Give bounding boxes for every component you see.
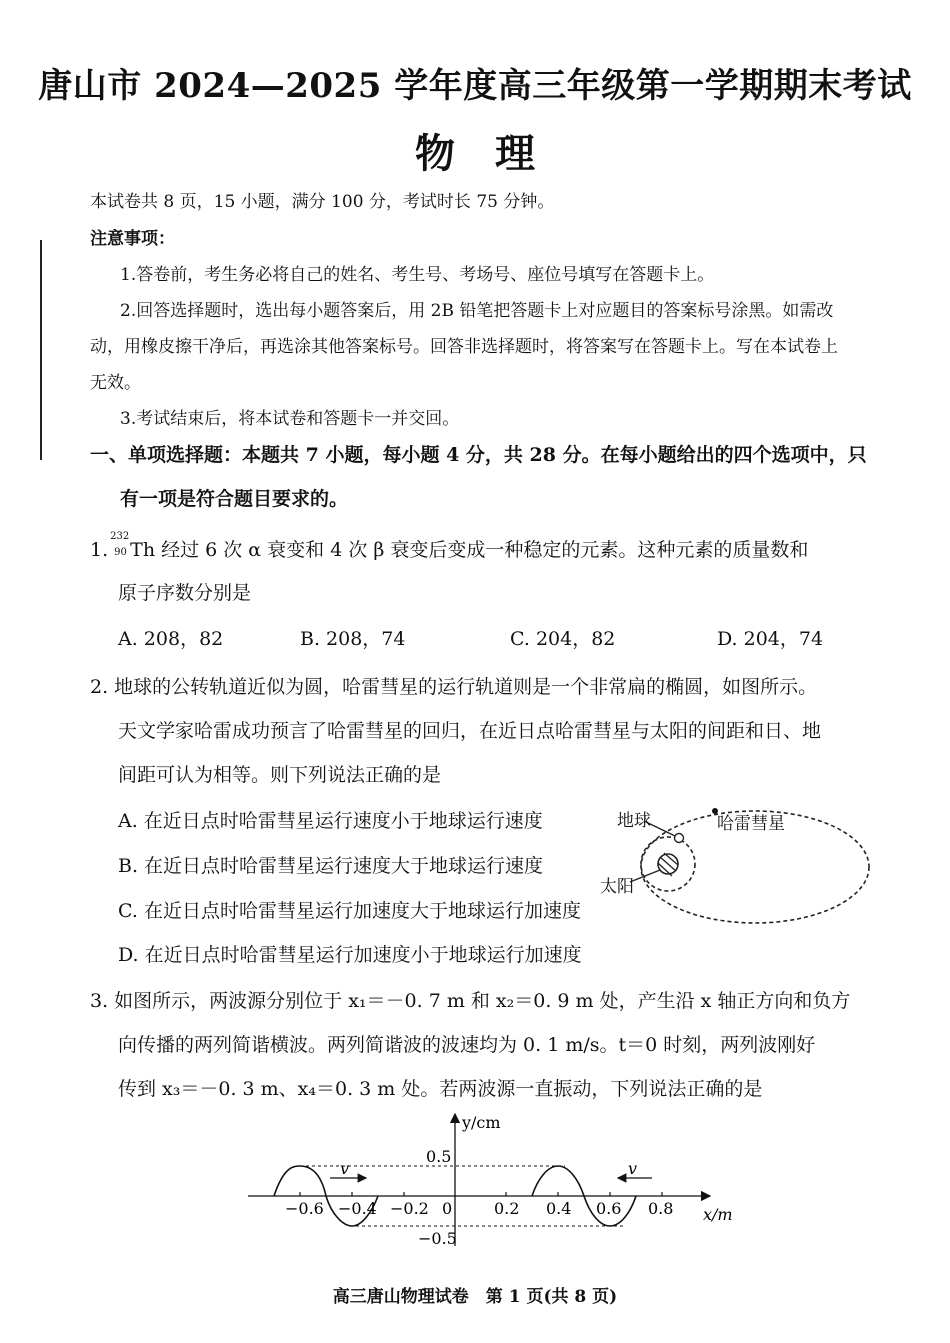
nuclide-numbers <box>108 531 130 558</box>
q1-option-c: C. 204，82 <box>510 628 616 650</box>
question-1-number: 1. <box>90 539 109 561</box>
label-sun: 太阳 <box>600 877 634 897</box>
question-2-line-3: 间距可认为相等。则下列说法正确的是 <box>118 764 442 786</box>
subject-title: 物理 <box>415 130 575 177</box>
q2-option-a: A. 在近日点时哈雷彗星运行速度小于地球运行速度 <box>118 810 543 832</box>
orbit-diagram <box>600 795 880 935</box>
x-tick: −0.6 <box>285 1199 324 1218</box>
x-tick: 0.6 <box>596 1199 622 1218</box>
exam-intro: 本试卷共 8 页，15 小题，满分 100 分，考试时长 75 分钟。 <box>90 192 555 212</box>
label-earth: 地球 <box>617 811 651 831</box>
wave-graph <box>240 1108 760 1250</box>
q1-option-b: B. 208，74 <box>300 628 406 650</box>
q1-option-a: A. 208，82 <box>118 628 224 650</box>
q2-option-c: C. 在近日点时哈雷彗星运行加速度大于地球运行加速度 <box>118 900 581 922</box>
question-1-line-2: 原子序数分别是 <box>118 582 252 604</box>
left-velocity-label: v <box>340 1159 350 1178</box>
right-velocity-label: v <box>628 1159 638 1178</box>
question-2-line-2: 天文学家哈雷成功预言了哈雷彗星的回归，在近日点哈雷彗星与太阳的间距和日、地 <box>118 720 822 742</box>
q2-option-d: D. 在近日点时哈雷彗星运行加速度小于地球运行加速度 <box>118 944 582 966</box>
x-tick: 0.8 <box>648 1199 674 1218</box>
x-tick: −0.2 <box>390 1199 429 1218</box>
x-tick: 0.2 <box>494 1199 520 1218</box>
question-3-line-2: 向传播的两列简谐横波。两列简谐波的波速均为 0. 1 m/s。t＝0 时刻，两列波刚好 <box>118 1034 816 1056</box>
earth-icon <box>675 834 684 843</box>
y-tick-negative: −0.5 <box>418 1229 457 1248</box>
page-footer: 高三唐山物理试卷 第 1 页(共 8 页) <box>332 1287 618 1307</box>
question-2-line-1: 2. 地球的公转轨道近似为圆，哈雷彗星的运行轨道则是一个非常扁的椭圆，如图所示。 <box>90 676 818 698</box>
notice-heading: 注意事项： <box>90 229 175 249</box>
margin-binding-line <box>40 240 42 460</box>
q2-option-b: B. 在近日点时哈雷彗星运行速度大于地球运行速度 <box>118 855 544 877</box>
origin-label: 0 <box>442 1199 453 1218</box>
question-1-line-1 <box>90 531 809 562</box>
notice-item-2-line-3: 无效。 <box>90 373 141 393</box>
question-3-line-3: 传到 x₃＝－0. 3 m、x₄＝0. 3 m 处。若两波源一直振动，下列说法正确的是 <box>118 1078 763 1100</box>
mass-number: 232 <box>110 531 130 542</box>
exam-title: 唐山市 2024—2025 学年度高三年级第一学期期末考试 <box>38 66 912 106</box>
y-axis-label: y/cm <box>462 1113 501 1132</box>
notice-item-2-line-2: 动，用橡皮擦干净后，再选涂其他答案标号。回答非选择题时，将答案写在答题卡上。写在本试卷上 <box>90 337 838 357</box>
q1-option-d: D. 204，74 <box>717 628 824 650</box>
question-1-stem: 经过 6 次 α 衰变和 4 次 β 衰变后变成一种稳定的元素。这种元素的质量数和 <box>155 539 809 561</box>
notice-item-2-line-1: 2.回答选择题时，选出每小题答案后，用 2B 铅笔把答题卡上对应题目的答案标号涂黑。如需改 <box>120 301 834 321</box>
element-symbol: Th <box>130 539 156 561</box>
notice-item-3: 3.考试结束后，将本试卷和答题卡一并交回。 <box>120 409 460 429</box>
question-3-line-1: 3. 如图所示，两波源分别位于 x₁＝－0. 7 m 和 x₂＝0. 9 m 处，产生沿 x 轴正方向和负方 <box>90 990 851 1012</box>
x-tick: 0.4 <box>546 1199 572 1218</box>
atomic-number: 90 <box>114 547 127 558</box>
x-tick: −0.4 <box>338 1199 377 1218</box>
section-1-heading-line-2: 有一项是符合题目要求的。 <box>120 488 349 510</box>
x-axis-label: x/m <box>703 1205 733 1224</box>
label-comet: 哈雷彗星 <box>717 814 785 834</box>
y-tick-positive: 0.5 <box>426 1147 452 1166</box>
notice-item-1: 1.答卷前，考生务必将自己的姓名、考生号、考场号、座位号填写在答题卡上。 <box>120 265 715 285</box>
section-1-heading-line-1: 一、单项选择题：本题共 7 小题，每小题 4 分，共 28 分。在每小题给出的四个选项中，只 <box>90 444 867 466</box>
